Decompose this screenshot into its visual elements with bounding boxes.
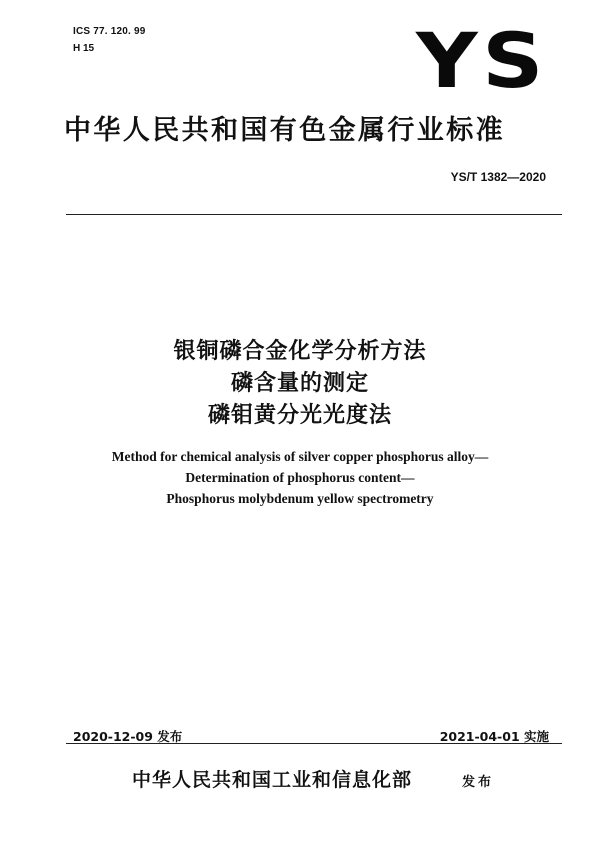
ys-logo: YS <box>416 16 548 105</box>
chinese-title-line-2: 磷含量的测定 <box>230 371 369 396</box>
standard-number: YS/T 1382—2020 <box>450 170 546 184</box>
chinese-title-block <box>0 336 600 432</box>
standard-category-title: 中华人民共和国有色金属行业标准 <box>64 115 505 146</box>
implementation-date: 2021-04-01 实施 <box>439 729 549 744</box>
issue-date: 2020-12-09 发布 <box>73 729 183 744</box>
english-title-block <box>0 446 600 509</box>
publisher-name: 中华人民共和国工业和信息化部 <box>132 769 413 791</box>
classification-code: H 15 <box>73 43 95 54</box>
chinese-title-line-3: 磷钼黄分光光度法 <box>207 403 392 428</box>
bottom-divider <box>66 743 562 744</box>
publish-label: 发布 <box>462 775 495 790</box>
english-title-line-1: Method for chemical analysis of silver copper phosphorus alloy— <box>111 449 489 464</box>
ics-code: ICS 77. 120. 99 <box>73 26 146 37</box>
english-title-line-2: Determination of phosphorus content— <box>185 470 415 485</box>
english-title-line-3: Phosphorus molybdenum yellow spectrometry <box>166 491 434 506</box>
chinese-title-line-1: 银铜磷合金化学分析方法 <box>173 339 427 364</box>
top-divider <box>66 214 562 215</box>
